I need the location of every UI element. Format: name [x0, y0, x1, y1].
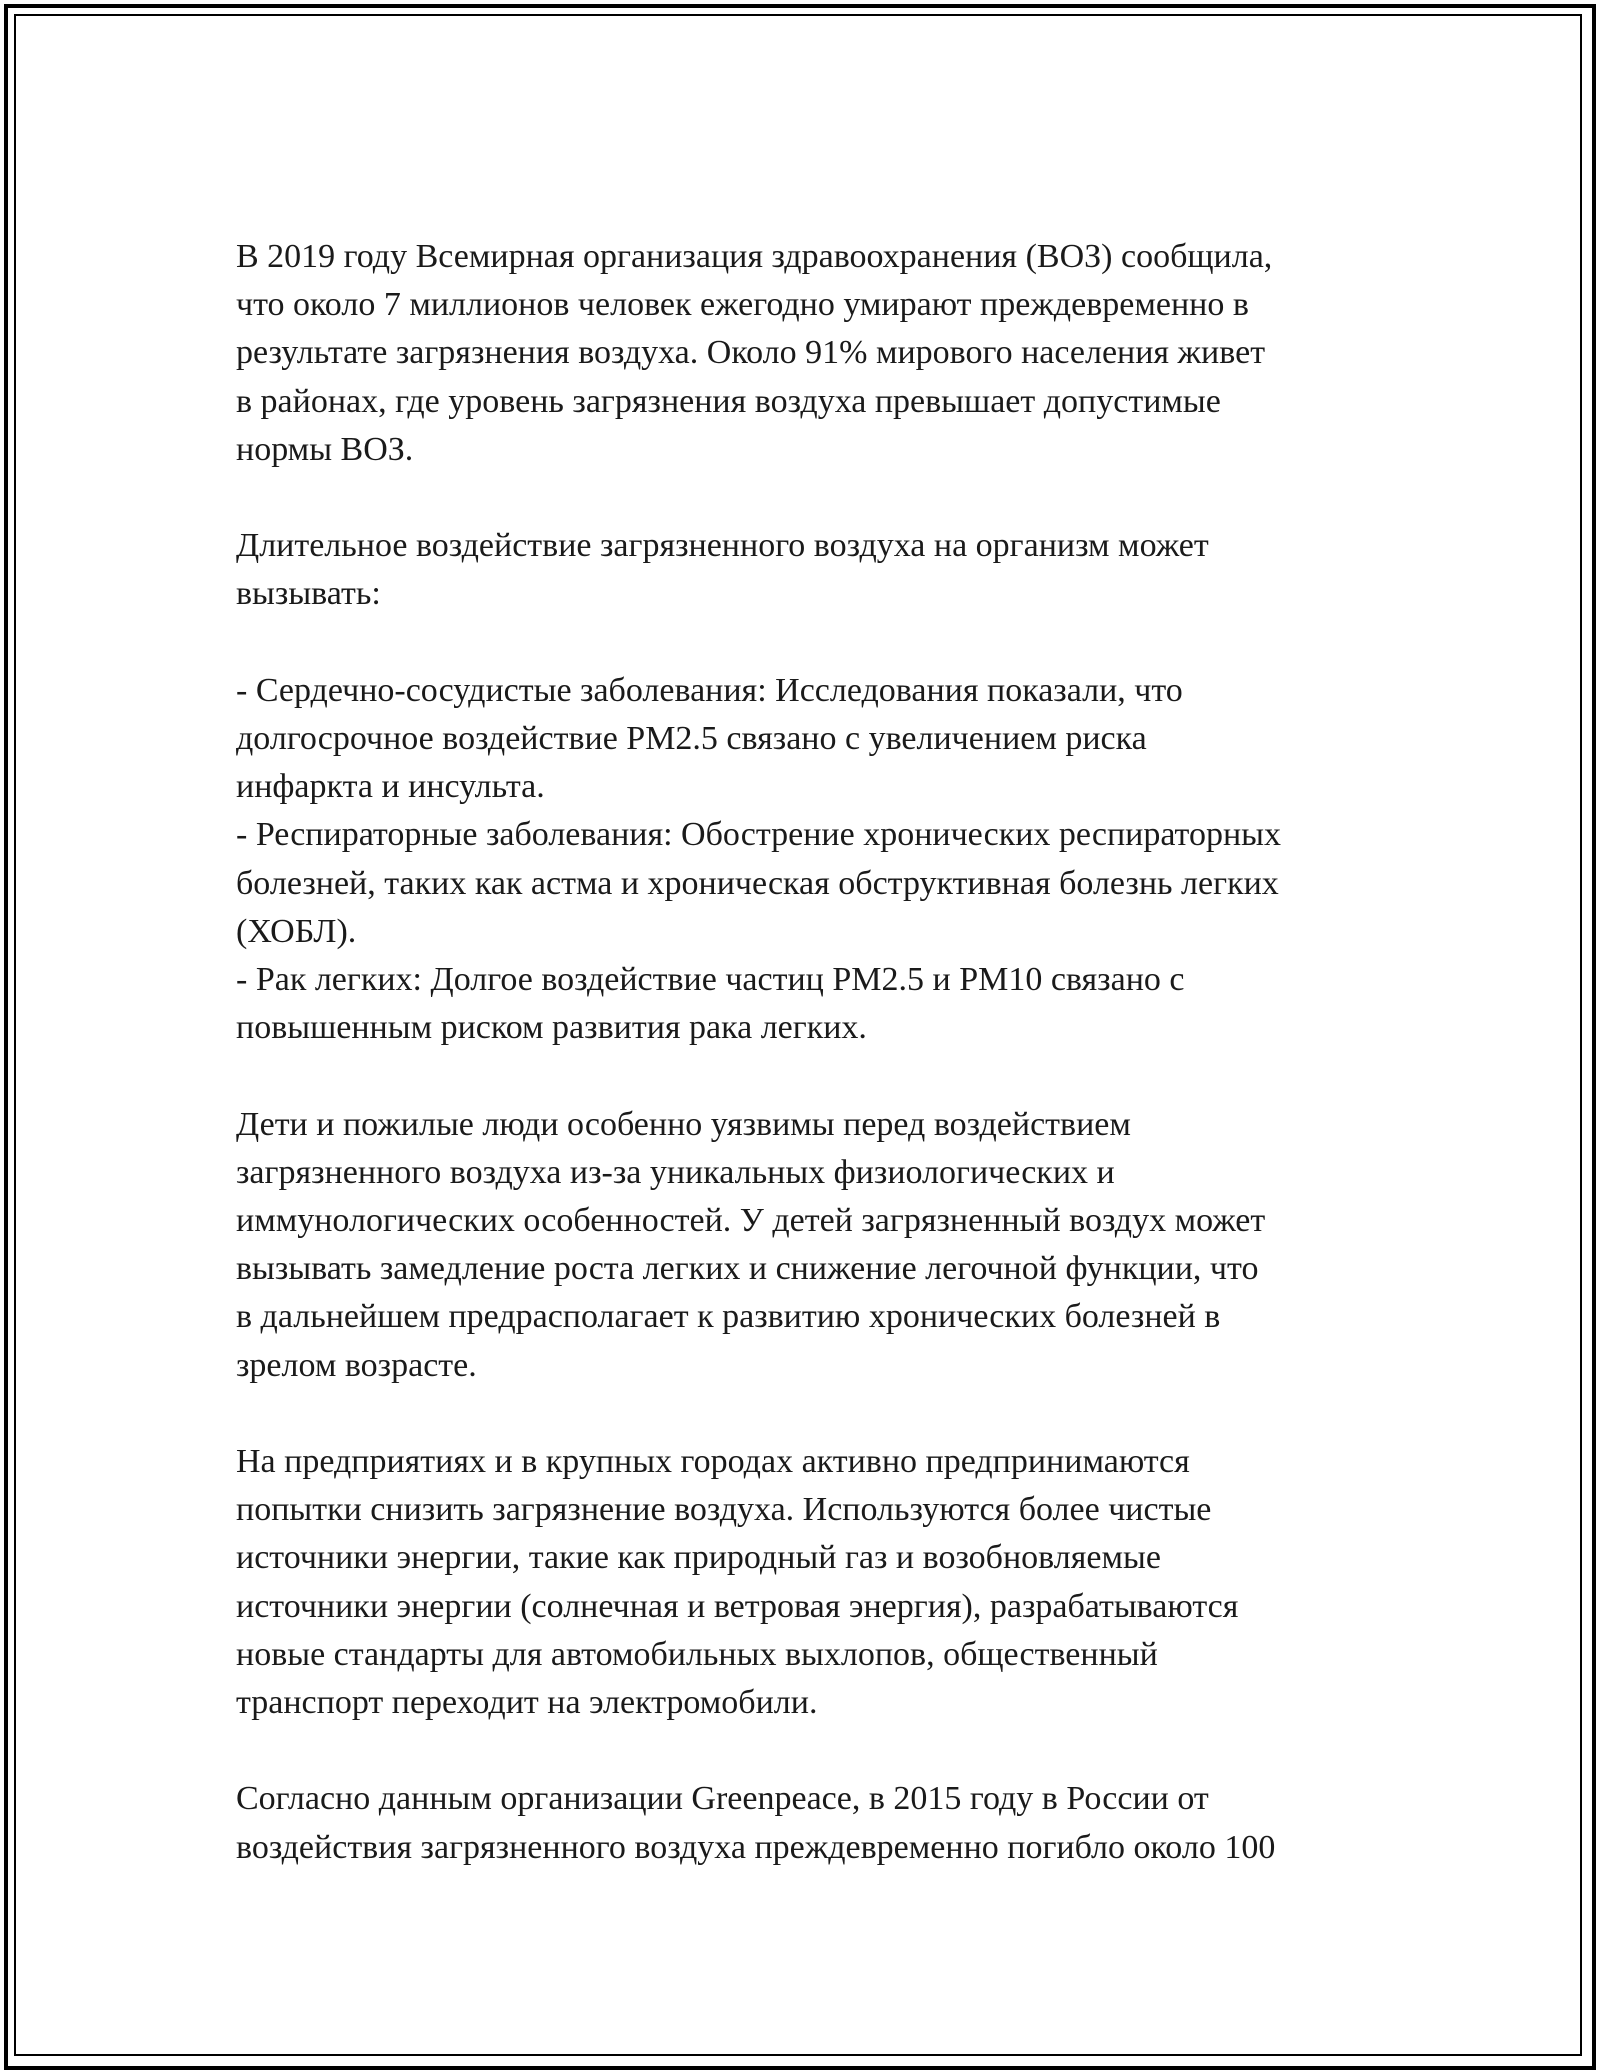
paragraph-who-report	[236, 233, 1386, 474]
text-line: иммунологических особенностей. У детей загрязненный воздух может	[236, 1202, 1266, 1240]
text-line: Длительное воздействие загрязненного воздуха на организм может	[236, 527, 1209, 565]
paragraph-gap	[236, 1052, 1386, 1100]
text-line: результате загрязнения воздуха. Около 91% мирового населения живет	[236, 334, 1266, 372]
paragraph-vulnerable-groups	[236, 1101, 1386, 1390]
paragraph-gap	[236, 1390, 1386, 1438]
text-line: вызывать замедление роста легких и снижение легочной функции, что	[236, 1250, 1259, 1288]
text-line: что около 7 миллионов человек ежегодно умирают преждевременно в	[236, 286, 1249, 324]
text-line: Дети и пожилые люди особенно уязвимы перед воздействием	[236, 1105, 1131, 1143]
text-line: На предприятиях и в крупных городах активно предпринимаются	[236, 1443, 1190, 1481]
text-line: источники энергии, такие как природный газ и возобновляемые	[236, 1539, 1161, 1577]
text-line: зрелом возрасте.	[236, 1346, 477, 1384]
text-line: попытки снизить загрязнение воздуха. Используются более чистые	[236, 1491, 1212, 1529]
list-item-line: - Сердечно-сосудистые заболевания: Исследования показали, что	[236, 671, 1183, 709]
list-item-line: долгосрочное воздействие PM2.5 связано с увеличением риска	[236, 720, 1147, 757]
list-item-line: инфаркта и инсульта.	[236, 768, 545, 806]
paragraph-gap	[236, 474, 1386, 522]
paragraph-health-effects-intro	[236, 522, 1386, 618]
paragraph-disease-list	[236, 667, 1386, 1053]
text-line: воздействия загрязненного воздуха преждевременно погибло около 100	[236, 1828, 1276, 1866]
paragraph-gap	[236, 619, 1386, 667]
text-line: загрязненного воздуха из-за уникальных физиологических и	[236, 1153, 1115, 1191]
document-body	[236, 233, 1386, 1872]
text-line: в дальнейшем предрасполагает к развитию хронических болезней в	[236, 1298, 1221, 1336]
text-line: источники энергии (солнечная и ветровая энергия), разрабатываются	[236, 1587, 1239, 1625]
text-line: транспорт переходит на электромобили.	[236, 1684, 818, 1722]
list-item-line: болезней, таких как астма и хроническая обструктивная болезнь легких	[236, 864, 1279, 902]
text-line: вызывать:	[236, 575, 381, 613]
list-item-line: - Респираторные заболевания: Обострение хронических респираторных	[236, 816, 1282, 854]
list-item-line: (ХОБЛ).	[236, 912, 357, 950]
paragraph-greenpeace	[236, 1775, 1386, 1871]
paragraph-mitigation	[236, 1438, 1386, 1727]
text-line: нормы ВОЗ.	[236, 430, 414, 468]
text-line: новые стандарты для автомобильных выхлопов, общественный	[236, 1635, 1158, 1673]
text-line: В 2019 году Всемирная организация здравоохранения (ВОЗ) сообщила,	[236, 238, 1273, 275]
list-item-line: - Рак легких: Долгое воздействие частиц PM2.5 и PM10 связано с	[236, 961, 1185, 999]
text-line: в районах, где уровень загрязнения воздуха превышает допустимые	[236, 382, 1221, 420]
list-item-line: повышенным риском развития рака легких.	[236, 1009, 867, 1047]
text-line: Согласно данным организации Greenpeace, в 2015 году в России от	[236, 1780, 1209, 1818]
paragraph-gap	[236, 1727, 1386, 1775]
